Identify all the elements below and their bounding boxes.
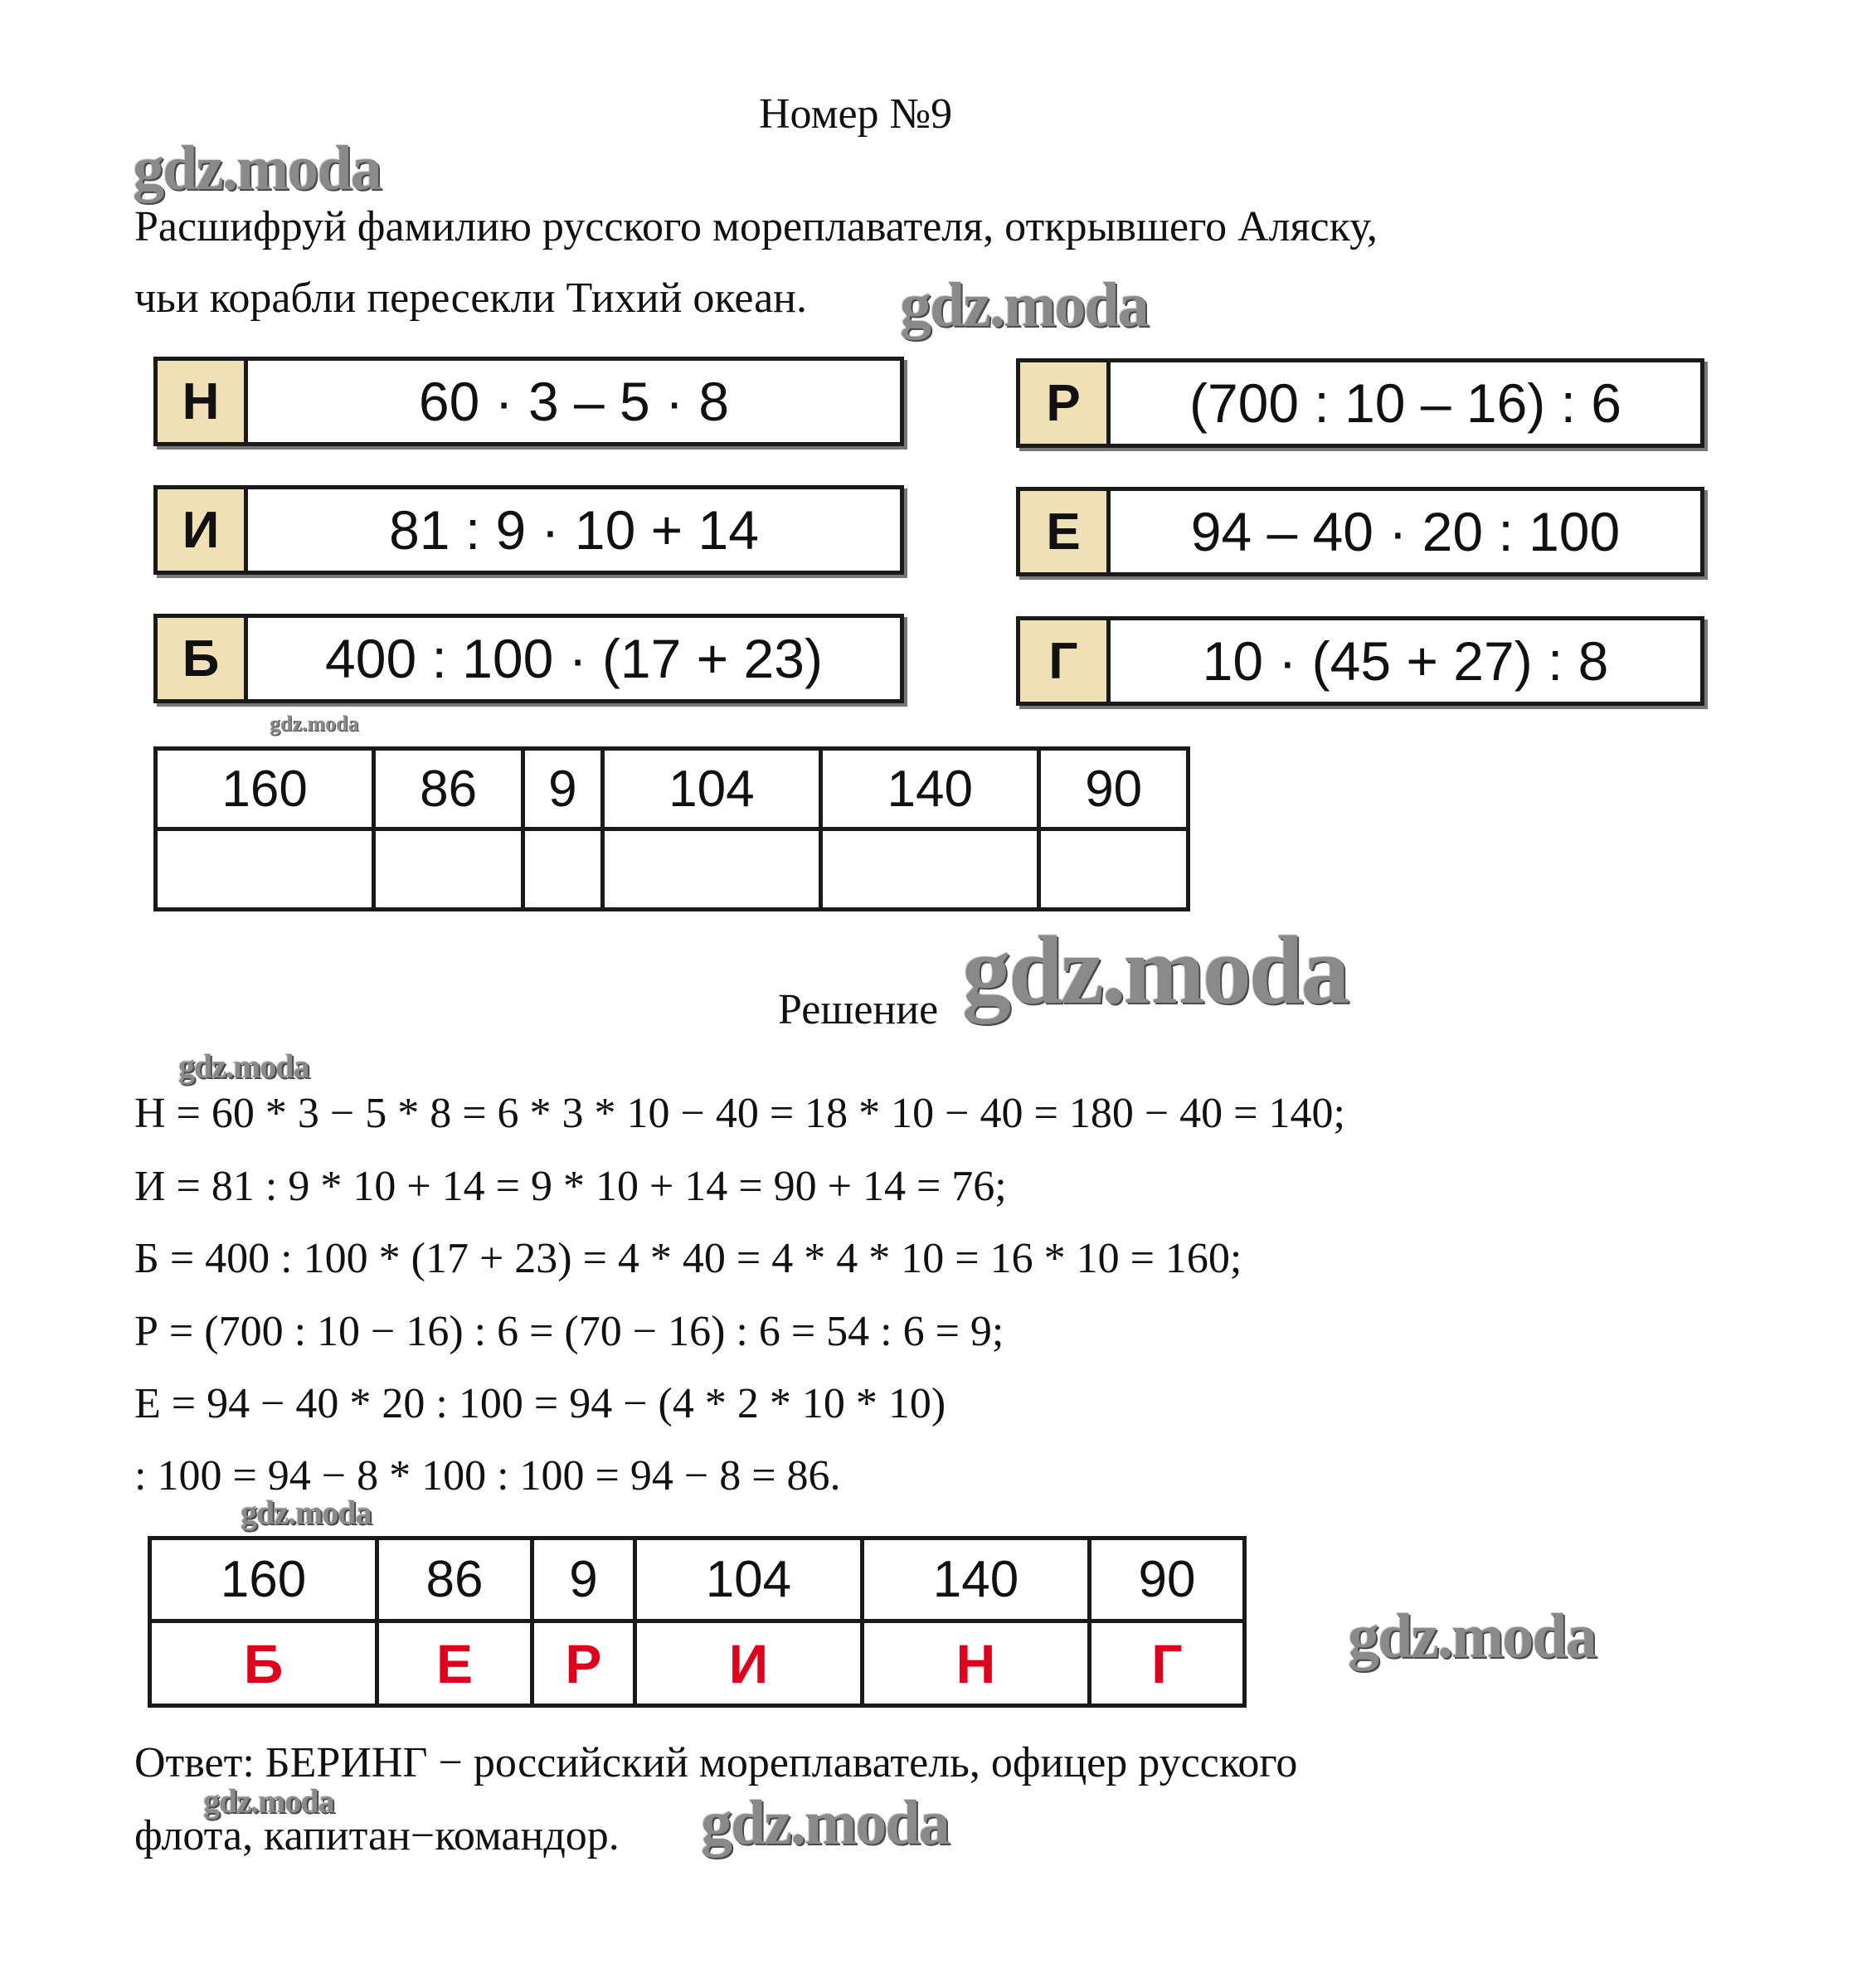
watermark: gdz.moda [203,1782,334,1820]
table-empty-cell[interactable] [156,829,374,910]
expression-card-g [1016,616,1704,706]
task-line-2: чьи корабли пересекли Тихий океан. [134,275,808,322]
table-empty-cell[interactable] [374,829,523,910]
expression-card-i [153,485,904,575]
table-empty-cell[interactable] [602,829,820,910]
watermark: gdz.moda [241,1494,372,1531]
card-expression: (700 : 10 – 16) : 6 [1189,372,1621,434]
card-expression: 400 : 100 · (17 + 23) [325,628,823,689]
table-number-cell: 90 [1090,1538,1245,1621]
card-letter: Г [1020,620,1111,702]
solution-line: И = 81 : 9 * 10 + 14 = 9 * 10 + 14 = 90 + 14 = 76; [134,1163,1007,1210]
solution-line: Н = 60 * 3 − 5 * 8 = 6 * 3 * 10 − 40 = 18 * 10 − 40 = 180 − 40 = 140; [134,1090,1345,1137]
table-answer-letter: Б [150,1621,377,1706]
card-expression: 94 – 40 · 20 : 100 [1190,501,1621,562]
card-letter: Б [158,618,248,699]
expression-card-e [1016,487,1704,576]
table-answer-letter: Р [532,1621,634,1706]
card-expression: 10 · (45 + 27) : 8 [1202,630,1609,692]
task-line-1: Расшифруй фамилию русского мореплавателя, открывшего Аляску, [134,203,1378,250]
expression-card-n [153,357,904,446]
expression-card-r [1016,358,1704,448]
expression-card-b [153,614,904,703]
page-title: Номер №9 [759,90,953,138]
watermark: gdz.moda [270,712,359,736]
solution-line: Е = 94 − 40 * 20 : 100 = 94 − (4 * 2 * 10 * 10) [134,1380,946,1427]
table-empty-cell[interactable] [1039,829,1189,910]
table-empty-cell[interactable] [523,829,602,910]
table-empty-cell[interactable] [821,829,1039,910]
solution-line: Р = (700 : 10 − 16) : 6 = (70 − 16) : 6 = 54 : 6 = 9; [134,1308,1004,1355]
card-expression: 60 · 3 – 5 · 8 [418,371,730,432]
watermark: gdz.moda [133,134,381,203]
table-answer-letter: Г [1090,1621,1245,1706]
table-number-cell: 86 [377,1538,532,1621]
card-letter: Р [1020,362,1111,444]
solution-heading: Решение [778,986,939,1033]
table-number-cell: 9 [532,1538,634,1621]
table-number-cell: 160 [150,1538,377,1621]
table-answer-letter: Н [862,1621,1089,1706]
watermark: gdz.moda [178,1047,309,1085]
table-answer-letter: И [634,1621,862,1706]
answer-line-1: Ответ: БЕРИНГ − российский мореплаватель, офицер русского [134,1739,1298,1786]
watermark: gdz.moda [701,1788,949,1858]
table-number-cell: 9 [523,749,602,829]
table-number-cell: 104 [602,749,820,829]
answer-line-2: флота, капитан−командор. [134,1812,620,1859]
solved-answer-table [148,1536,1247,1708]
table-number-cell: 90 [1039,749,1189,829]
card-letter: Е [1020,491,1111,572]
table-number-cell: 86 [374,749,523,829]
solution-line: : 100 = 94 − 8 * 100 : 100 = 94 − 8 = 86. [134,1452,841,1500]
card-expression: 81 : 9 · 10 + 14 [389,499,759,561]
task-answer-table [153,746,1190,911]
table-number-cell: 104 [634,1538,862,1621]
card-letter: Н [158,361,248,442]
table-number-cell: 160 [156,749,374,829]
watermark: gdz.moda [1348,1602,1596,1671]
watermark: gdz.moda [900,270,1148,340]
solution-line: Б = 400 : 100 * (17 + 23) = 4 * 40 = 4 * 4 * 10 = 16 * 10 = 160; [134,1235,1242,1282]
card-letter: И [158,489,248,571]
watermark: gdz.moda [962,916,1348,1024]
table-number-cell: 140 [862,1538,1089,1621]
table-answer-letter: Е [377,1621,532,1706]
table-number-cell: 140 [821,749,1039,829]
